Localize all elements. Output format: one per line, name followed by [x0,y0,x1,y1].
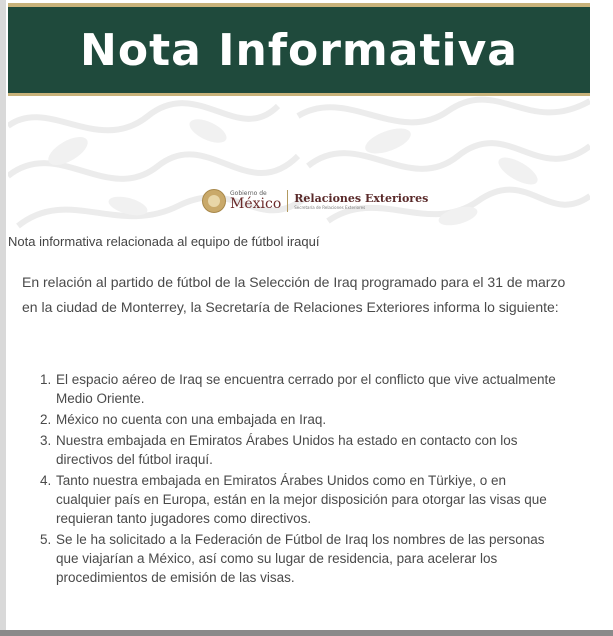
header-banner [8,7,590,93]
list-item-number: 5. [40,532,52,547]
relaciones-exteriores-wordmark [294,193,428,210]
numbered-list [40,370,560,589]
page-title: Nota Informativa [80,24,518,76]
list-item-number: 2. [40,412,52,427]
list-item [40,431,560,469]
list-item-text: México no cuenta con una embajada en Iraq. [56,412,327,427]
document-subtitle: Nota informativa relacionada al equipo de fútbol iraquí [8,234,320,249]
list-item [40,370,560,408]
secretaria-small-text: Secretaría de Relaciones Exteriores [294,204,366,210]
list-item-number: 3. [40,433,52,448]
list-item [40,410,560,429]
list-item-text: Nuestra embajada en Emiratos Árabes Unidos ha estado en contacto con los directivos del fútbol iraquí. [56,433,518,467]
intro-paragraph: En relación al partido de fútbol de la Selección de Iraq programado para el 31 de marzo en la ciudad de Monterrey, la Secretaría de Relaciones Exteriores informa lo siguiente: [22,274,566,315]
bottom-frame-border [0,630,613,636]
gobierno-mexico-wordmark [230,191,281,211]
gobierno-small-text: Gobierno de [230,190,267,197]
list-item-text: Se le ha solicitado a la Federación de Fútbol de Iraq los nombres de las personas que viajarían a México, así como su lugar de residencia, para acelerar los procedimientos de emisión de las visas. [56,532,545,585]
left-frame-border [0,0,6,630]
national-seal-icon [202,189,226,213]
list-item [40,530,560,587]
list-item-number: 4. [40,473,52,488]
government-logo [202,188,428,214]
list-item-number: 1. [40,372,52,387]
secretaria-name: Relaciones Exteriores [294,191,429,205]
logo-divider [287,190,288,212]
list-item-text: Tanto nuestra embajada en Emiratos Árabes Unidos como en Türkiye, o en cualquier país en Europa, están en la mejor disposición para otorgar las visas que requieran tanto jugadores como directivos. [56,473,547,526]
gobierno-big-text: México [230,196,282,212]
list-item-text: El espacio aéreo de Iraq se encuentra cerrado por el conflicto que vive actualmente Medio Oriente. [56,372,556,406]
list-item [40,471,560,528]
